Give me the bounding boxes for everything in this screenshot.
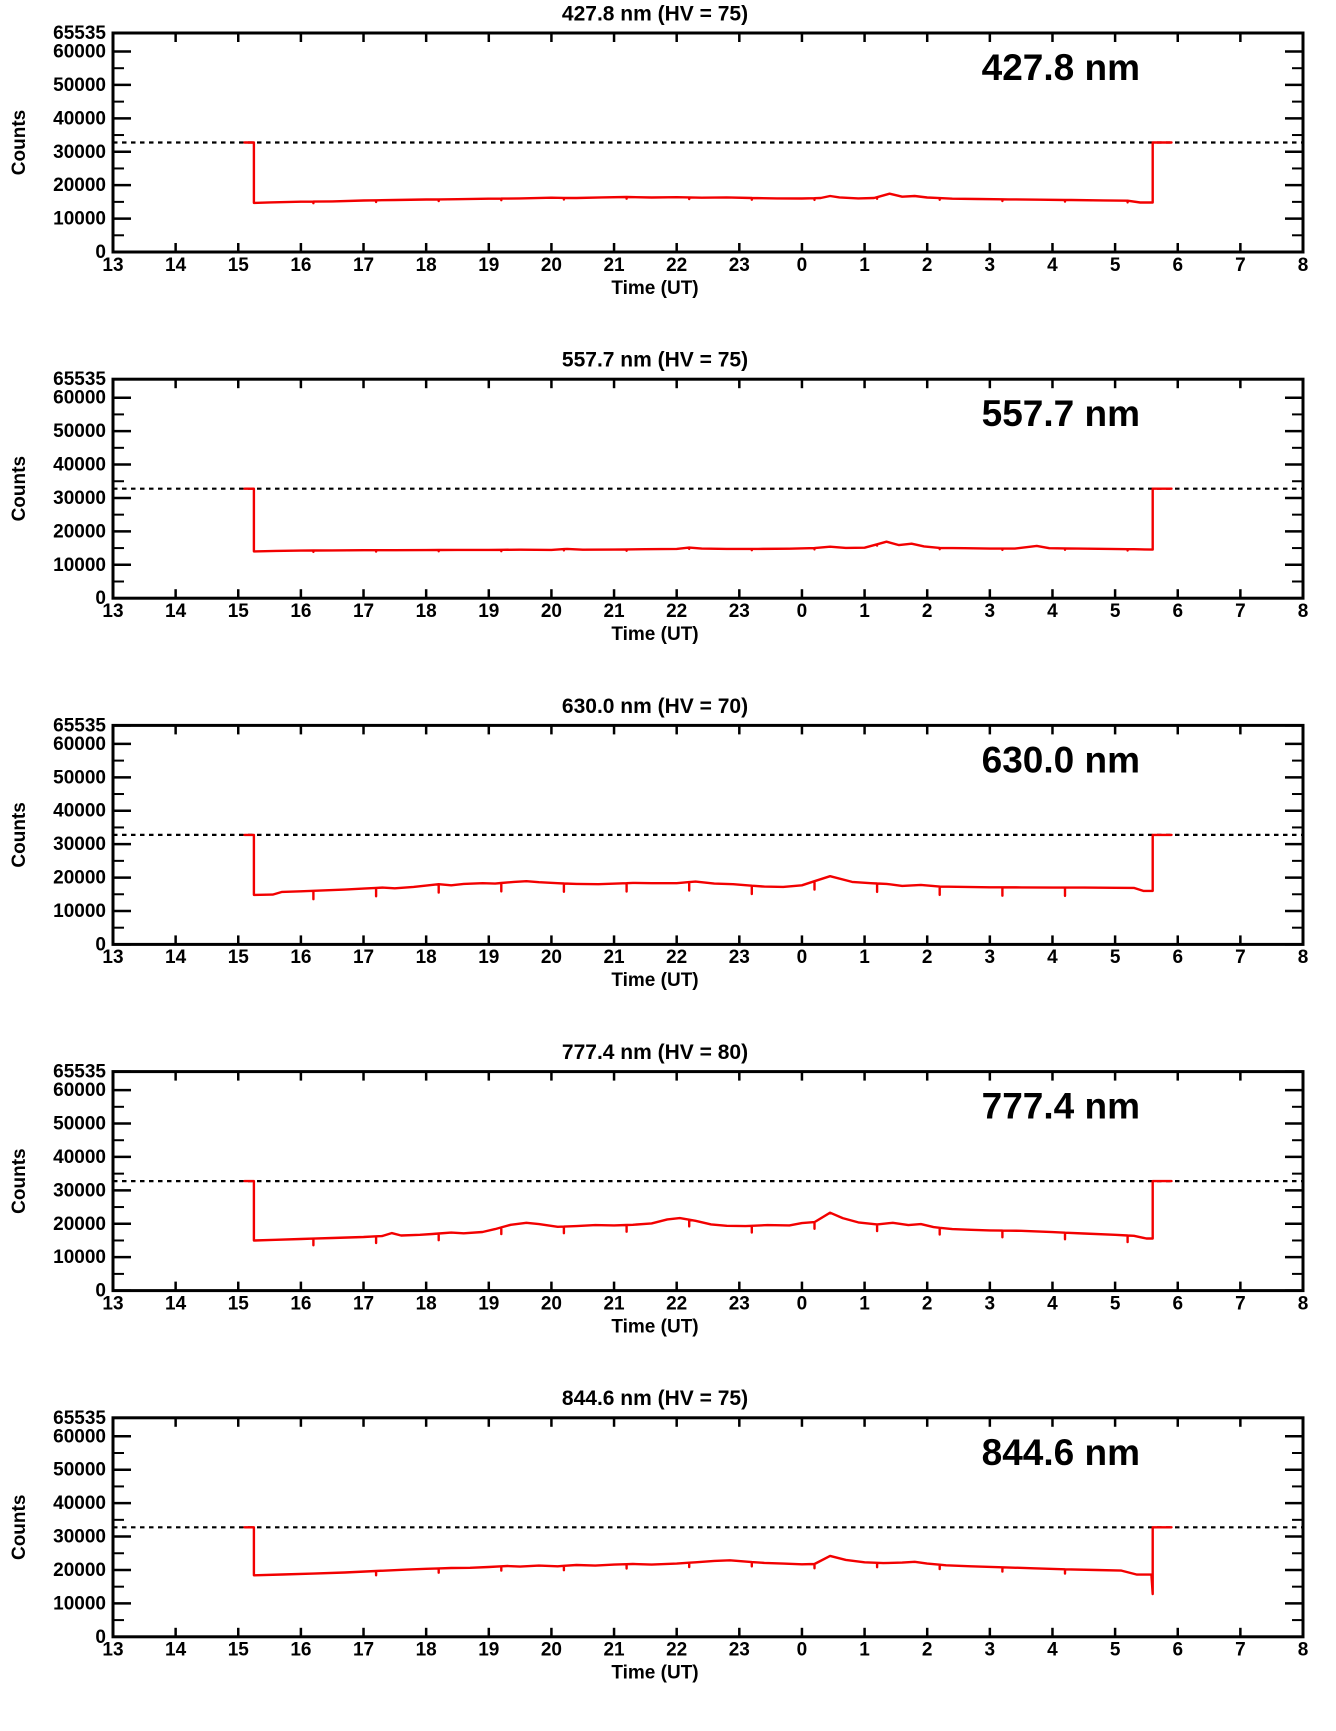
x-tick-label: 8 xyxy=(1297,1639,1309,1661)
y-axis-title: Counts xyxy=(9,1494,31,1561)
x-tick-label: 18 xyxy=(415,1639,437,1661)
y-tick-label: 40000 xyxy=(53,108,106,130)
chart-annotation: 557.7 nm xyxy=(981,393,1140,435)
y-tick-label: 50000 xyxy=(53,1113,106,1135)
chart-panel-630.0 xyxy=(9,695,1308,991)
x-tick-label: 21 xyxy=(603,947,625,969)
x-tick-label: 0 xyxy=(796,1293,808,1315)
x-tick-label: 14 xyxy=(165,1639,187,1661)
x-tick-label: 18 xyxy=(415,947,437,969)
x-tick-label: 20 xyxy=(540,947,562,969)
x-tick-label: 3 xyxy=(984,254,996,276)
x-axis-title: Time (UT) xyxy=(611,1316,699,1338)
x-tick-label: 7 xyxy=(1235,254,1246,276)
y-tick-label: 65535 xyxy=(53,715,106,737)
x-tick-label: 23 xyxy=(728,1639,750,1661)
x-tick-label: 0 xyxy=(796,947,808,969)
x-tick-label: 19 xyxy=(478,600,500,622)
x-tick-label: 0 xyxy=(796,600,808,622)
counts-trace xyxy=(245,1181,1172,1245)
y-tick-label: 40000 xyxy=(53,1146,106,1168)
x-tick-label: 1 xyxy=(859,1293,870,1315)
y-tick-label: 60000 xyxy=(53,1426,106,1448)
x-tick-label: 16 xyxy=(290,947,312,969)
x-tick-label: 1 xyxy=(859,600,870,622)
x-tick-label: 7 xyxy=(1235,1293,1246,1315)
x-tick-label: 13 xyxy=(102,1293,124,1315)
x-tick-label: 20 xyxy=(540,1293,562,1315)
x-tick-label: 6 xyxy=(1172,947,1184,969)
x-tick-label: 20 xyxy=(540,600,562,622)
y-axis-title: Counts xyxy=(9,109,31,176)
y-tick-label: 30000 xyxy=(53,141,106,163)
x-tick-label: 19 xyxy=(478,947,500,969)
x-tick-label: 23 xyxy=(728,600,750,622)
x-tick-label: 15 xyxy=(227,600,249,622)
x-tick-label: 6 xyxy=(1172,254,1184,276)
x-tick-label: 1 xyxy=(859,947,870,969)
x-tick-label: 4 xyxy=(1047,600,1058,622)
x-tick-label: 4 xyxy=(1047,1293,1058,1315)
y-tick-label: 60000 xyxy=(53,733,106,755)
chart-title: 630.0 nm (HV = 70) xyxy=(561,694,749,718)
y-tick-label: 40000 xyxy=(53,800,106,822)
x-tick-label: 0 xyxy=(796,1639,808,1661)
x-tick-label: 14 xyxy=(165,600,187,622)
x-tick-label: 3 xyxy=(984,600,996,622)
y-axis-title: Counts xyxy=(9,802,31,868)
counts-trace xyxy=(245,489,1172,552)
x-tick-label: 4 xyxy=(1047,1639,1058,1661)
x-tick-label: 23 xyxy=(728,1293,750,1315)
chart-annotation: 777.4 nm xyxy=(981,1085,1140,1127)
y-tick-label: 50000 xyxy=(53,767,106,789)
counts-trace xyxy=(245,835,1172,899)
x-tick-label: 21 xyxy=(603,1293,625,1315)
y-tick-label: 50000 xyxy=(53,1459,106,1481)
y-tick-label: 65535 xyxy=(53,369,106,391)
x-tick-label: 3 xyxy=(984,1639,996,1661)
x-tick-label: 0 xyxy=(796,254,808,276)
x-tick-label: 16 xyxy=(290,600,312,622)
x-tick-label: 1 xyxy=(859,1639,870,1661)
y-tick-label: 20000 xyxy=(53,1559,106,1581)
x-tick-label: 15 xyxy=(227,1639,249,1661)
counts-trace xyxy=(245,1527,1172,1594)
y-tick-label: 60000 xyxy=(53,41,106,63)
y-tick-label: 10000 xyxy=(53,554,106,576)
x-tick-label: 21 xyxy=(603,254,625,276)
x-tick-label: 5 xyxy=(1109,600,1121,622)
x-tick-label: 19 xyxy=(478,1639,500,1661)
chart-title: 844.6 nm (HV = 75) xyxy=(561,1387,749,1411)
x-tick-label: 22 xyxy=(666,1293,688,1315)
x-tick-label: 6 xyxy=(1172,600,1184,622)
x-tick-label: 2 xyxy=(921,1639,933,1661)
chart-panel-427.8 xyxy=(9,2,1308,298)
x-tick-label: 22 xyxy=(666,600,688,622)
x-tick-label: 15 xyxy=(227,254,249,276)
x-tick-label: 2 xyxy=(921,600,933,622)
x-tick-label: 16 xyxy=(290,254,312,276)
x-tick-label: 8 xyxy=(1297,1293,1309,1315)
x-tick-label: 7 xyxy=(1235,600,1246,622)
x-tick-label: 13 xyxy=(102,600,124,622)
x-tick-label: 13 xyxy=(102,254,124,276)
x-tick-label: 14 xyxy=(165,947,187,969)
y-tick-label: 40000 xyxy=(53,1493,106,1515)
x-tick-label: 18 xyxy=(415,254,437,276)
x-tick-label: 5 xyxy=(1109,1293,1121,1315)
chart-title: 427.8 nm (HV = 75) xyxy=(561,2,749,26)
x-tick-label: 17 xyxy=(352,254,375,276)
x-tick-label: 17 xyxy=(352,600,375,622)
y-tick-label: 60000 xyxy=(53,387,106,409)
x-axis-title: Time (UT) xyxy=(611,1662,699,1684)
y-tick-label: 30000 xyxy=(53,1526,106,1548)
y-tick-label: 30000 xyxy=(53,487,106,509)
x-tick-label: 2 xyxy=(921,1293,933,1315)
chart-annotation: 844.6 nm xyxy=(981,1431,1140,1473)
x-tick-label: 15 xyxy=(227,1293,249,1315)
chart-panel-557.7 xyxy=(9,349,1308,645)
x-tick-label: 22 xyxy=(666,1639,688,1661)
x-tick-label: 22 xyxy=(666,254,688,276)
x-tick-label: 22 xyxy=(666,947,688,969)
x-tick-label: 8 xyxy=(1297,254,1309,276)
x-tick-label: 4 xyxy=(1047,947,1058,969)
x-axis-title: Time (UT) xyxy=(611,970,699,992)
x-tick-label: 17 xyxy=(352,1293,375,1315)
y-axis-title: Counts xyxy=(9,455,31,522)
y-tick-label: 20000 xyxy=(53,1213,106,1235)
x-tick-label: 1 xyxy=(859,254,870,276)
x-tick-label: 21 xyxy=(603,600,625,622)
x-tick-label: 5 xyxy=(1109,1639,1121,1661)
x-tick-label: 17 xyxy=(352,947,375,969)
y-tick-label: 0 xyxy=(95,934,106,956)
chart-annotation: 630.0 nm xyxy=(981,739,1140,781)
x-tick-label: 17 xyxy=(352,1639,375,1661)
y-tick-label: 10000 xyxy=(53,900,106,922)
y-tick-label: 65535 xyxy=(53,1407,106,1429)
x-tick-label: 7 xyxy=(1235,947,1246,969)
y-tick-label: 30000 xyxy=(53,1180,106,1202)
y-tick-label: 10000 xyxy=(53,1247,106,1269)
x-tick-label: 2 xyxy=(921,947,933,969)
x-axis-title: Time (UT) xyxy=(611,623,699,645)
x-axis-title: Time (UT) xyxy=(611,277,699,299)
x-tick-label: 16 xyxy=(290,1639,312,1661)
x-tick-label: 14 xyxy=(165,254,187,276)
x-tick-label: 14 xyxy=(165,1293,187,1315)
y-tick-label: 10000 xyxy=(53,1593,106,1615)
x-tick-label: 15 xyxy=(227,947,249,969)
x-tick-label: 3 xyxy=(984,947,996,969)
x-tick-label: 4 xyxy=(1047,254,1058,276)
y-tick-label: 65535 xyxy=(53,1061,106,1083)
counts-trace xyxy=(245,143,1172,204)
x-tick-label: 19 xyxy=(478,254,500,276)
x-tick-label: 23 xyxy=(728,947,750,969)
y-tick-label: 40000 xyxy=(53,454,106,476)
x-tick-label: 18 xyxy=(415,600,437,622)
y-tick-label: 10000 xyxy=(53,208,106,230)
chart-panel-777.4 xyxy=(9,1041,1308,1337)
x-tick-label: 2 xyxy=(921,254,933,276)
x-tick-label: 21 xyxy=(603,1639,625,1661)
x-tick-label: 7 xyxy=(1235,1639,1246,1661)
chart-panel-844.6 xyxy=(9,1387,1308,1683)
y-tick-label: 20000 xyxy=(53,175,106,197)
x-tick-label: 13 xyxy=(102,1639,124,1661)
x-tick-label: 6 xyxy=(1172,1639,1184,1661)
x-tick-label: 16 xyxy=(290,1293,312,1315)
y-tick-label: 0 xyxy=(95,242,106,264)
x-tick-label: 5 xyxy=(1109,254,1121,276)
chart-annotation: 427.8 nm xyxy=(981,47,1140,88)
x-tick-label: 13 xyxy=(102,947,124,969)
y-axis-title: Counts xyxy=(9,1148,31,1214)
y-tick-label: 20000 xyxy=(53,867,106,889)
y-tick-label: 0 xyxy=(95,588,106,610)
x-tick-label: 19 xyxy=(478,1293,500,1315)
x-tick-label: 20 xyxy=(540,254,562,276)
x-tick-label: 23 xyxy=(728,254,750,276)
x-tick-label: 8 xyxy=(1297,600,1309,622)
x-tick-label: 8 xyxy=(1297,947,1309,969)
chart-title: 557.7 nm (HV = 75) xyxy=(561,348,749,372)
y-tick-label: 50000 xyxy=(53,421,106,443)
x-tick-label: 20 xyxy=(540,1639,562,1661)
x-tick-label: 6 xyxy=(1172,1293,1184,1315)
chart-title: 777.4 nm (HV = 80) xyxy=(561,1041,749,1065)
y-tick-label: 50000 xyxy=(53,74,106,96)
y-tick-label: 30000 xyxy=(53,834,106,856)
x-tick-label: 18 xyxy=(415,1293,437,1315)
y-tick-label: 20000 xyxy=(53,521,106,543)
x-tick-label: 5 xyxy=(1109,947,1121,969)
y-tick-label: 0 xyxy=(95,1626,106,1648)
y-tick-label: 65535 xyxy=(53,23,106,45)
y-tick-label: 0 xyxy=(95,1280,106,1302)
y-tick-label: 60000 xyxy=(53,1080,106,1102)
x-tick-label: 3 xyxy=(984,1293,996,1315)
